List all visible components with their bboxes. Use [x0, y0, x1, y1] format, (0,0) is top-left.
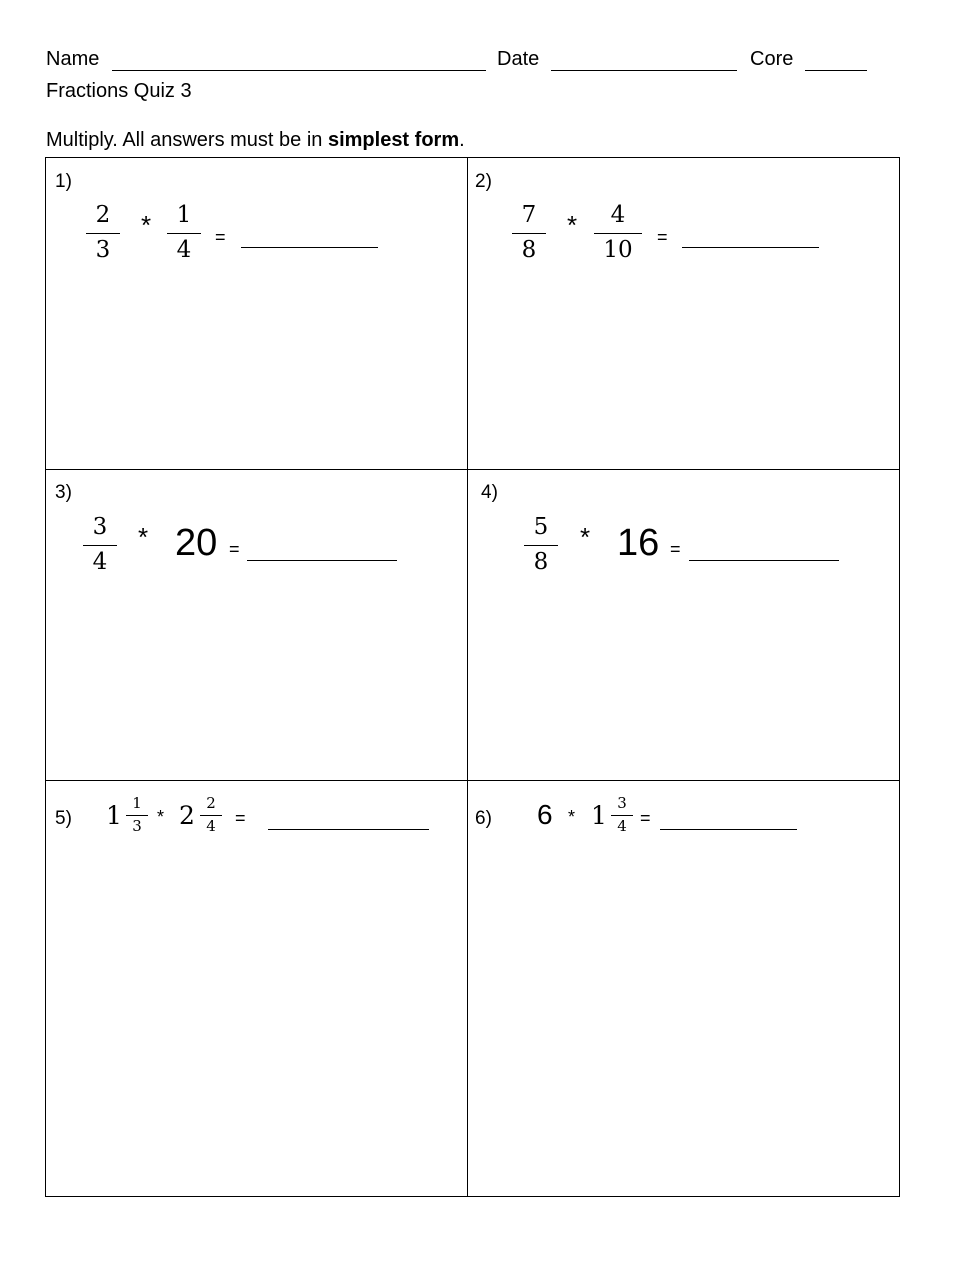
denominator: 3: [132, 817, 142, 835]
answer-blank[interactable]: [247, 560, 397, 561]
multiply-sign: *: [580, 522, 591, 552]
fraction-a: [512, 204, 546, 262]
fraction-b: [167, 204, 201, 262]
fraction-a: [524, 516, 558, 574]
denominator: 4: [617, 817, 627, 835]
equals-sign: =: [670, 539, 681, 559]
denominator: 8: [533, 549, 549, 575]
denominator: 8: [521, 237, 537, 263]
answer-blank[interactable]: [241, 247, 378, 248]
problem-number: 4): [481, 482, 498, 503]
grid-divider-row-2: [46, 780, 899, 781]
equals-sign: =: [657, 227, 668, 247]
equals-sign: =: [229, 539, 240, 559]
multiply-sign: *: [567, 210, 578, 240]
numerator: 3: [617, 794, 627, 812]
problem-number: 1): [55, 171, 72, 192]
denominator: 4: [206, 817, 216, 835]
whole-number: 16: [617, 522, 660, 564]
numerator: 5: [533, 514, 549, 540]
whole-number: 6: [537, 799, 553, 830]
grid-divider-vertical: [467, 158, 468, 1196]
numerator: 4: [610, 202, 626, 228]
date-blank[interactable]: [551, 70, 737, 71]
mixed-whole-b: 2: [179, 801, 195, 830]
problem-number: 2): [475, 171, 492, 192]
answer-blank[interactable]: [660, 829, 797, 830]
numerator: 1: [132, 794, 142, 812]
equals-sign: =: [215, 227, 226, 247]
multiply-sign: *: [138, 522, 149, 552]
instructions-text: Multiply. All answers must be in: [46, 129, 328, 151]
equals-sign: =: [640, 808, 651, 828]
fraction-a: [83, 516, 117, 574]
denominator: 10: [603, 237, 633, 263]
multiply-sign: *: [157, 807, 165, 827]
problem-number: 3): [55, 482, 72, 503]
fraction-b: [200, 796, 222, 834]
instructions-bold: simplest form: [327, 129, 460, 151]
instructions: [46, 129, 465, 152]
fraction-a: [126, 796, 148, 834]
core-label: Core: [750, 48, 794, 70]
numerator: 3: [92, 514, 108, 540]
date-label: Date: [497, 48, 540, 70]
multiply-sign: *: [141, 210, 152, 240]
answer-blank[interactable]: [682, 247, 819, 248]
numerator: 2: [95, 202, 111, 228]
name-label: Name: [46, 48, 100, 70]
mixed-whole-a: 1: [106, 801, 122, 830]
name-blank[interactable]: [112, 70, 486, 71]
problem-number: 5): [55, 808, 72, 829]
whole-number: 20: [175, 522, 218, 564]
mixed-whole-b: 1: [591, 801, 607, 830]
fraction-a: [86, 204, 120, 262]
equals-sign: =: [235, 808, 246, 828]
numerator: 1: [176, 202, 192, 228]
denominator: 3: [95, 237, 111, 263]
multiply-sign: *: [568, 807, 576, 827]
fraction-b: [611, 796, 633, 834]
core-blank[interactable]: [805, 70, 867, 71]
numerator: 2: [206, 794, 216, 812]
grid-divider-row-1: [46, 469, 899, 470]
problem-number: 6): [475, 808, 492, 829]
denominator: 4: [176, 237, 192, 263]
problem-grid: [45, 157, 900, 1197]
denominator: 4: [92, 549, 108, 575]
answer-blank[interactable]: [268, 829, 429, 830]
fraction-b: [594, 204, 642, 262]
quiz-title: Fractions Quiz 3: [46, 80, 192, 102]
answer-blank[interactable]: [689, 560, 839, 561]
numerator: 7: [521, 202, 537, 228]
instructions-period: .: [459, 129, 465, 151]
